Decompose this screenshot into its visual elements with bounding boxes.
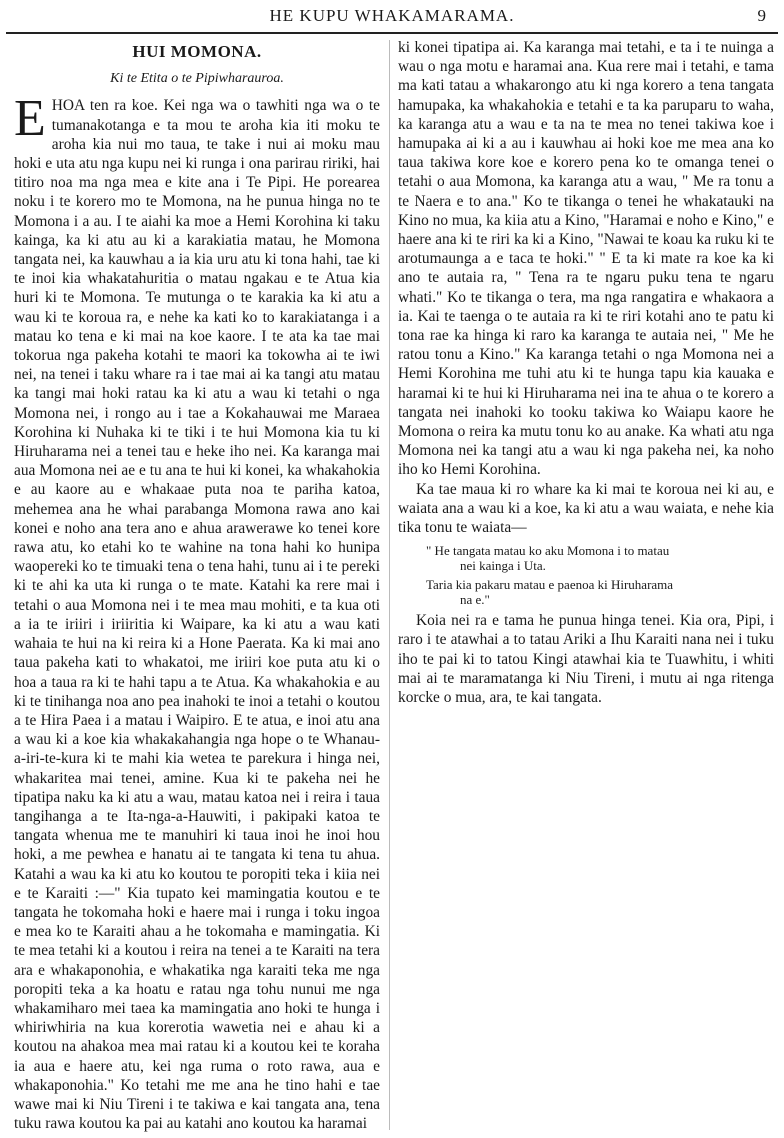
verse-block — [426, 543, 774, 607]
verse-text: Taria kia pakaru matau e paenoa ki Hiruharama — [426, 577, 674, 593]
page-number: 9 — [757, 6, 766, 25]
left-column — [14, 38, 380, 1133]
article-subtitle: Ki te Etita o te Pipiwharauroa. — [110, 71, 284, 87]
paragraph-1 — [14, 90, 380, 1133]
running-title: HE KUPU WHAKAMARAMA. — [269, 6, 515, 25]
drop-cap: E — [14, 90, 46, 148]
article-title: HUI MOMONA. — [132, 42, 262, 61]
verse-line — [426, 543, 774, 573]
verse-text: na e." — [460, 592, 490, 608]
page-header — [0, 6, 784, 28]
verse-text: nei kainga i Uta. — [460, 558, 546, 574]
column-divider — [389, 40, 390, 1130]
verse-line — [426, 577, 774, 607]
paragraph-1-continued: ki konei tipatipa ai. Ka karanga mai tetahi, e ta i te nuinga a wau o nga motu e haramai ana. Kua rere mai i tetahi, e tama ma kati tatau a whakarongo atu ki nga korero a tena tangata hamupaka, ka whakahokia e tetahi e ta ka paruparu to waha, ka karanga atu a wau e ta na te mea no tenei takiwa koe i hamupaka ai ki a au i kauwhau ai hoki koe me mea ana ko taua takiwa kore koe e korero pena ko te omanga tenei o tetahi o aua Momona, ka karanga atu a wau, " Me ra tonu a te Naera e to ana." Ko te tikanga o tenei he whakatauki na Kino no mua, ka kiia atu a Kino, "Haramai e noho e Kino," e haere ana ki te riri ka ki a Kino, "Nawai te koau ka ruku ki te arotumaunga a e taca te hoki." " E ta ki mate ra koe ka ki ano te autaia ra, " Tena ra te ngaru puku tena te ngaru whati." Ko te tikanga o tera, ma nga rangatira e whakaora a ia. Kai te taenga o te autaia ra ki te riri kotahi ano te patu ki tona rae ka hinga ki raro ka karanga te autaia nei, " Me he ratou tonu a Kino." Ka karanga tetahi o nga Momona nei a Hemi Korohina me tuhi atu ki te hunga tapu kia kauaka e haramai ki te hui ki Hiruharama nei ina te ahua o te korero a tangata nei inahoki ko tooku takiwa ko Waiapu kaore he Momona o reira ka mutu tonu ko au anake. Ka whati atu nga Momona nei ka tangi atu a wau ki nga pakeha nei, ka noho iho ko Hemi Korohina. — [398, 39, 774, 479]
paragraph-1-text: HOA ten ra koe. Kei nga wa o tawhiti nga wa o te tumanakotanga e ta mou te aroha kia iti moku te aroha kia nui mo taua, te take i nui ai moku mau hoki e uta atu nga kupu nei ki runga i ona parirau ririki, hai titiro noa ma nga mea e kite ana i Te Pipi. He porearea noku i te korero mo te Momona, na he punua hinga no te Momona i a au. I te aiahi ka moe a Hemi Korohina ki taku kainga, ka ki atu au ki a karakiatia matau, he Momona tangata nei, ka kauwhau a ia kia uru atu ki tona hahi, tae ki te inoi kia whakatahuritia o matau ngakau e te Atua kia huri ki te Momona. Te mutunga o te karakia ka ki atu a wau ki te koroua ra, e nehe ka kati ko to karakiatanga i a matau ko tena e ki mai na koe kaore. I te ata ka tae mai tokorua nga pakeha kotahi te maori ka tokowha ai te iwi nei, na tenei i taku whare ra i tae mai ai ka tangi atu matau ka tangi mai hoki ratau ka ki atu a wau ki tetahi o nga Momona nei, i rongo au i tae a Kokahauwai me Maraea Korohina ki Nuhaka ki te tiki i te hui Momona kia tu ki Hiruharama nei a tenei tau e heke iho nei. Ka karanga mai aua Momona nei ae e tu ana te hui ki konei, ka whakahokia e au kaore au e whakaae puta noa te pariha katoa, mehemea ana he whai parabanga Momona rawa ano kai konei e noho ana tera ano e ahua arawerawe ko tenei kore rawa atu, ko etahi ko te wahine na tona hahi ko hunipa waopereki ko te timuaki tena o tena hahi, tunu ai i te pereki ki te ahi ka uta ki runga o te mate. Katahi ka rere mai i tetahi o aua Momona nei i te mea mau mohiti, e ta kua oti a ia te iriiri i iriiritia ki Waipare, ka ki atu a wau kati wahaia te hui na ki reira ki a Hone Paerata. Ka ki mai ano taua pakeha kati to whakatoi, me iriiri koe puta atu ki o hoa a taua ra ki te hahi tapu a te Atua. Ka whakahokia e au ki te tinihanga noa ano pea inahoki te inoi a tetahi o koutou a te Hira Paea i a matau i Waipiro. E te atua, e inoi atu ana a wau ki a koe kia whakakahangia nga hope o te Whanau-a-iri-te-kura ki te mahi kia wetea te parekura i hinga nei, whakaritea mai tenei, amine. Kua ki te pakeha nei he tipatipa naku ka ki atu a wau, matau katoa nei i reira i taua tangihanga a te Ita-nga-a-Hauwiti, i pakipaki katoa te tangata whenua me te manuhiri ki taua inoi he inoi hou hoki, a me pewhea e hanatu ai te tangata ki tena tu ahua. Katahi a wau ka ki atu ko koutou te poropiti teka i kiia nei e te Karaiti :—" Kia tupato kei mamingatia koutou e te tangata he tokomaha hoki e haere mai i runga i toku ingoa e mea ko te Karaiti ahau a he tokomaha e mamingatia. Ki te mea tetahi ki a koutou i reira na tenei a te Karaiti na tera ara e whakaponohia, e whakatika nga karaiti teka me nga poropiti teka a ka hoatu e ratau nga tohu nunui me nga whakamiharo mei taea ka mamingatia ano hoki te hunga i whiriwhiria na kua korerotia wawetia nei e ahau ki a koutou na ahakoa mea mai ratau ki a koutou kei te koraha ia aua e haere atu, kei nga ruma o roto rawa, aua e whakaponohia." Ko tetahi me me ana he tino hahi e tae wawe mai ki Niu Tireni i te takiwa e kai tangata ana, tena tuku rawa koutou ka pai au katahi ano koutou ka haramai — [14, 97, 380, 1133]
paragraph-2: Ka tae maua ki ro whare ka ki mai te koroua nei ki au, e waiata ana a wau ki a koe, ka ki atu a wau waiata, e nehe kia tika tonu te waiata— — [398, 480, 774, 537]
right-column — [398, 38, 774, 707]
paragraph-3: Koia nei ra e tama he punua hinga tenei. Kia ora, Pipi, i raro i te atawhai a to tatau Ariki a Ihu Karaiti nana nei i tuku iho te pai ki to tatou Kingi atawhai kia te Tuawhitu, i whiti mai ai te maramatanga ki Niu Tireni, i mutu ai nga ritenga korcke o mua, ara, te kai tangata. — [398, 612, 774, 707]
verse-text: " He tangata matau ko aku Momona i to matau — [426, 543, 670, 559]
header-rule — [6, 32, 778, 34]
